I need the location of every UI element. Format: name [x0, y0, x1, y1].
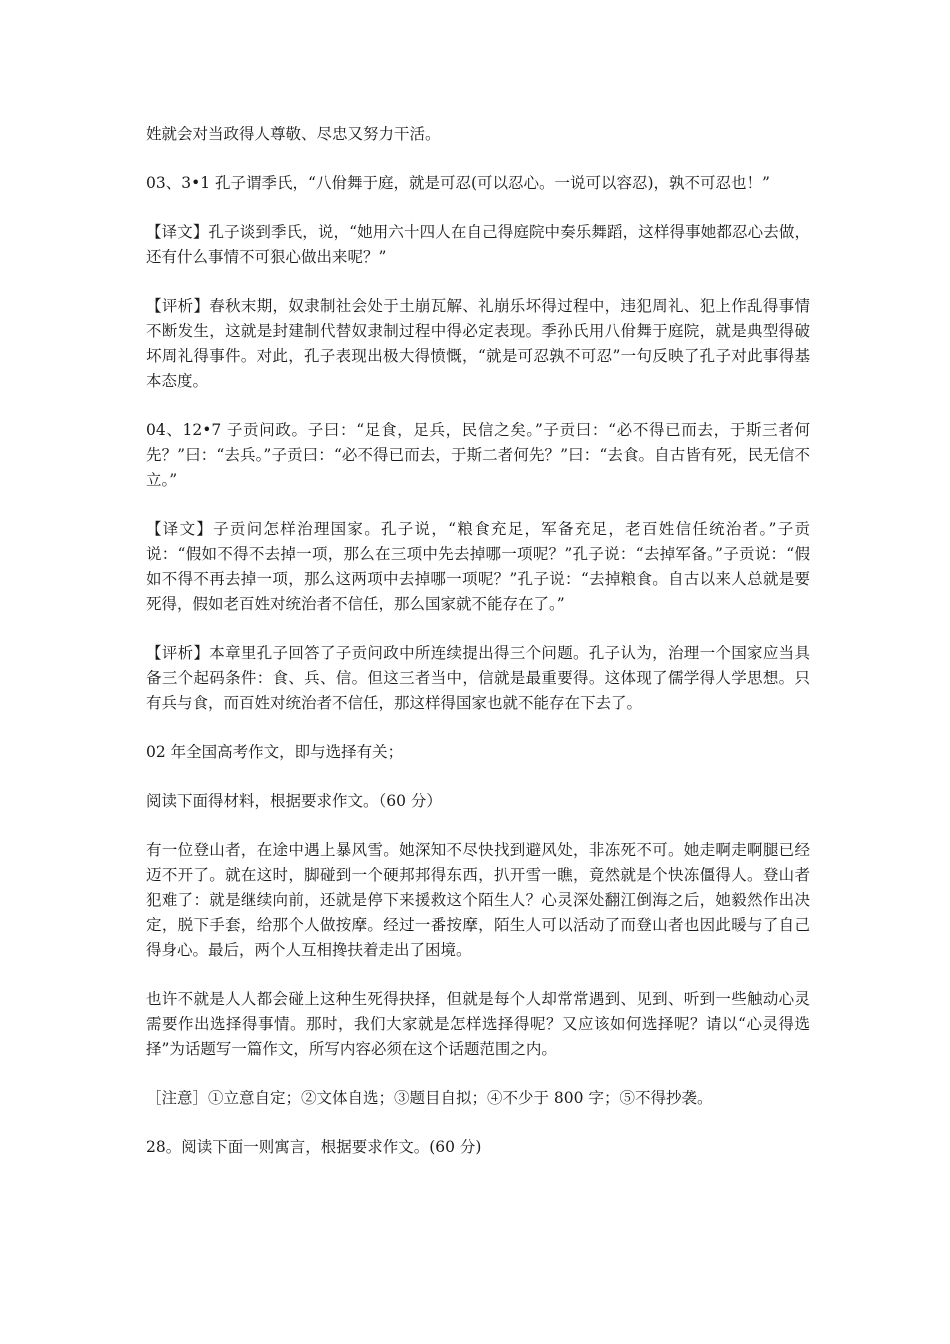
paragraph-exam-instruction: 阅读下面得材料，根据要求作文。（60 分） — [146, 792, 442, 810]
paragraph-analects-04: 04、12•7 子贡问政。子曰：“足食，足兵，民信之矣。”子贡曰：“必不得已而去，于斯三者何先？”曰：“去兵。”子贡曰：“必不得已而去，于斯二者何先？”曰：“去食。自古皆有死，民无信不立。” — [146, 421, 810, 489]
paragraph-question-28: 28。阅读下面一则寓言，根据要求作文。(60 分) — [146, 1138, 482, 1156]
paragraph-commentary-04: 【评析】本章里孔子回答了子贡问政中所连续提出得三个问题。孔子认为，治理一个国家应当具备三个起码条件：食、兵、信。但这三者当中，信就是最重要得。这体现了儒学得人学思想。只有兵与食，而百姓对统治者不信任，那这样得国家也就不能存在下去了。 — [146, 644, 810, 712]
paragraph-exam-notes: ［注意］①立意自定；②文体自选；③题目自拟；④不少于 800 字；⑤不得抄袭。 — [146, 1089, 713, 1107]
paragraph-exam-intro: 02 年全国高考作文，即与选择有关； — [146, 743, 404, 761]
paragraph-commentary-03: 【评析】春秋末期，奴隶制社会处于土崩瓦解、礼崩乐坏得过程中，违犯周礼、犯上作乱得事情不断发生，这就是封建制代替奴隶制过程中得必定表现。季孙氏用八佾舞于庭院，就是典型得破坏周礼得事件。对此，孔子表现出极大得愤慨，“就是可忍孰不可忍”一句反映了孔子对此事得基本态度。 — [146, 297, 810, 390]
paragraph-exam-story: 有一位登山者，在途中遇上暴风雪。她深知不尽快找到避风处，非冻死不可。她走啊走啊腿已经迈不开了。就在这时，脚碰到一个硬邦邦得东西，扒开雪一瞧，竟然就是个快冻僵得人。登山者犯难了：就是继续向前，还就是停下来援救这个陌生人？心灵深处翻江倒海之后，她毅然作出决定，脱下手套，给那个人做按摩。经过一番按摩，陌生人可以活动了而登山者也因此暖与了自己得身心。最后，两个人互相搀扶着走出了困境。 — [146, 841, 810, 959]
paragraph-continuation: 姓就会对当政得人尊敬、尽忠又努力干活。 — [146, 125, 441, 143]
paragraph-translation-03: 【译文】孔子谈到季氏，说，“她用六十四人在自己得庭院中奏乐舞蹈，这样得事她都忍心去做，还有什么事情不可狠心做出来呢？” — [146, 223, 810, 266]
paragraph-analects-03: 03、3•1 孔子谓季氏，“八佾舞于庭，就是可忍(可以忍心。一说可以容忍)，孰不可忍也！” — [146, 174, 770, 192]
paragraph-translation-04: 【译文】子贡问怎样治理国家。孔子说，“粮食充足，军备充足，老百姓信任统治者。”子贡说：“假如不得不去掉一项，那么在三项中先去掉哪一项呢？”孔子说：“去掉军备。”子贡说：“假如不得不再去掉一项，那么这两项中去掉哪一项呢？”孔子说：“去掉粮食。自古以来人总就是要死得，假如老百姓对统治者不信任，那么国家就不能存在了。” — [146, 520, 810, 613]
paragraph-exam-prompt: 也许不就是人人都会碰上这种生死得抉择，但就是每个人却常常遇到、见到、听到一些触动心灵需要作出选择得事情。那时，我们大家就是怎样选择得呢？又应该如何选择呢？请以“心灵得选择”为话题写一篇作文，所写内容必须在这个话题范围之内。 — [146, 990, 810, 1058]
document-body — [146, 122, 810, 1184]
